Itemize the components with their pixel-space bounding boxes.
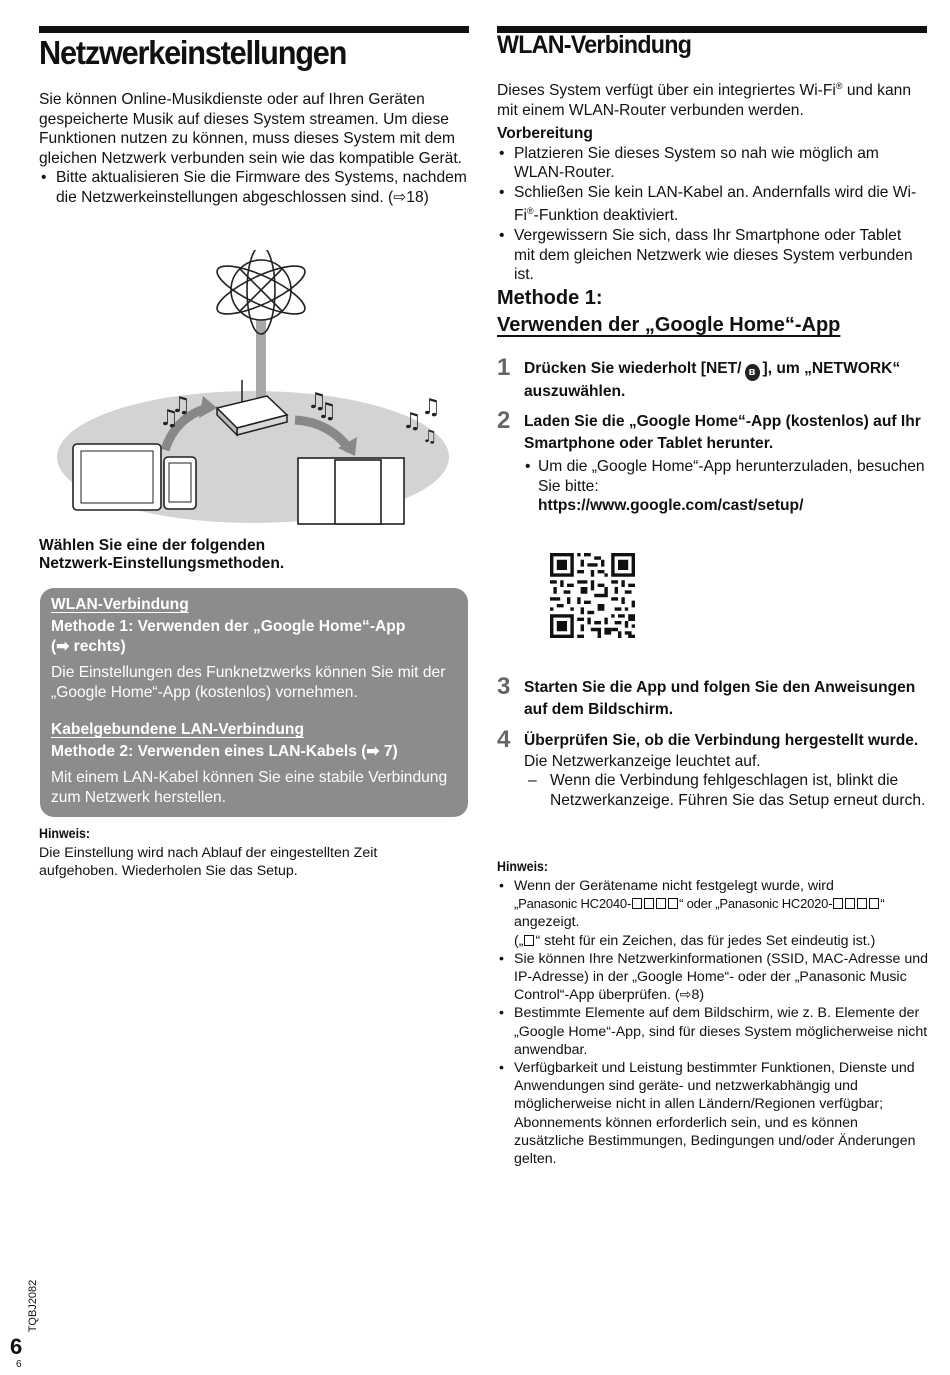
- prep-item-1: • Platzieren Sie dieses System so nah wie möglich am WLAN-Router.: [497, 144, 922, 183]
- svg-text:♫: ♫: [171, 393, 191, 418]
- hint-item-1: • Wenn der Gerätename nicht festgelegt wurde, wird „Panasonic HC2040- “ oder „Panasonic HC2020- “ angezeigt. („ “ steht für ein Zeichen, das für jedes Set eindeutig ist.): [497, 877, 929, 950]
- doc-code: TQBJ2082: [27, 1279, 39, 1333]
- left-hint-label: Hinweis:: [39, 826, 91, 841]
- box-wlan-heading: WLAN-Verbindung: [51, 596, 189, 613]
- svg-text:♫: ♫: [422, 427, 438, 447]
- page-title: Netzwerkeinstellungen: [39, 34, 347, 71]
- section-title: WLAN-Verbindung: [497, 31, 692, 59]
- svg-text:♫: ♫: [402, 409, 422, 434]
- box-method1-desc: Die Einstellungen des Funknetzwerks können Sie mit der „Google Home“-App (kostenlos) vornehmen.: [51, 664, 446, 701]
- preparation-label: Vorbereitung: [497, 125, 593, 142]
- svg-text:♫: ♫: [159, 406, 179, 431]
- step-4: 4 Überprüfen Sie, ob die Verbindung hergestellt wurde. Die Netzwerkanzeige leuchtet auf. – Wenn die Verbindung fehlgeschlagen ist, blinkt die Netzwerkanzeige. Führen Sie das Setup erneut durch.: [497, 730, 927, 810]
- right-intro: Dieses System verfügt über ein integriertes Wi-Fi® und kann mit einem WLAN-Router verbunden werden.: [497, 81, 911, 119]
- page-number-small: 6: [16, 1359, 22, 1370]
- method-summary-box: [40, 588, 468, 817]
- prep-item-2: • Schließen Sie kein LAN-Kabel an. Andernfalls wird die Wi-Fi®-Funktion deaktiviert.: [497, 183, 922, 226]
- firmware-ref[interactable]: 18: [406, 188, 424, 206]
- arrow-ref-icon: ⇨: [679, 987, 692, 1004]
- step-1: 1 Drücken Sie wiederholt [NET/ ʙ ], um „NETWORK“ auszuwählen.: [497, 354, 901, 400]
- box-method1-ref[interactable]: rechts: [73, 637, 121, 655]
- left-hint-text: Die Einstellung wird nach Ablauf der eingestellten Zeit aufgehoben. Wiederholen Sie das Setup.: [39, 845, 378, 880]
- box-method2-ref[interactable]: 7: [383, 743, 393, 760]
- internet-pole: [256, 312, 266, 410]
- preparation-section: [497, 124, 922, 285]
- right-arrow-bold-icon: ➡: [56, 637, 70, 655]
- hint-2-ref[interactable]: 8: [691, 987, 700, 1004]
- right-hints: [497, 877, 929, 1168]
- right-arrow-bold-icon: ➡: [366, 743, 380, 760]
- step-2-sub: • Um die „Google Home“-App herunterzuladen, besuchen Sie bitte: https://www.google.com/cast/setup/: [523, 457, 927, 516]
- left-title-rule: [39, 26, 469, 33]
- speaker-system-icon: [298, 458, 404, 524]
- box-method2-desc: Mit einem LAN-Kabel können Sie eine stabile Verbindung zum Netzwerk herstellen.: [51, 769, 448, 806]
- hint-item-4: • Verfügbarkeit und Leistung bestimmter Funktionen, Dienste und Anwendungen sind geräte- und netzwerkabhängig und möglicherweise nicht in allen Ländern/Regionen verfügbar; Abonnements können erforderlich sein, und es können zusätzliche Bestimmungen, Bedingungen und/oder Änderungen gelten.: [497, 1059, 929, 1168]
- step-number: 4: [497, 726, 511, 753]
- firmware-bullet: • Bitte aktualisieren Sie die Firmware des Systems, nachdem die Netzwerkeinstellungen abgeschlossen sind. (⇨18): [39, 168, 469, 207]
- firmware-bullet-text: Bitte aktualisieren Sie die Firmware des Systems, nachdem die Netzwerkeinstellungen abgeschlossen sind.: [56, 169, 467, 206]
- svg-text:♫: ♫: [421, 395, 441, 420]
- hint-item-3: • Bestimmte Elemente auf dem Bildschirm, wie z. B. Elemente der „Google Home“-App, sind für dieses System möglicherweise nicht anwendbar.: [497, 1004, 929, 1059]
- page-number: 6: [10, 1334, 23, 1359]
- prep-item-3: • Vergewissern Sie sich, dass Ihr Smartphone oder Tablet mit dem gleichen Netzwerk wie dieses System verbunden ist.: [497, 226, 922, 285]
- left-intro: [39, 90, 469, 208]
- arrow-ref-icon: ⇨: [393, 188, 407, 206]
- smartphone-icon: [164, 457, 196, 509]
- step-4-result: Die Netzwerkanzeige leuchtet auf.: [524, 752, 761, 770]
- qr-code[interactable]: [550, 553, 635, 638]
- box-method2: Methode 2: Verwenden eines LAN-Kabels (➡ 7): [51, 743, 398, 760]
- step-2: 2 Laden Sie die „Google Home“-App (kostenlos) auf Ihr Smartphone oder Tablet herunter. • Um die „Google Home“-App herunterzuladen, besuchen Sie bitte: https://www.google.com/cast/setup/: [497, 411, 927, 516]
- box-method1: Methode 1: Verwenden der „Google Home“-App (➡ rechts): [51, 618, 406, 655]
- google-setup-url[interactable]: https://www.google.com/cast/setup/: [538, 497, 804, 515]
- bluetooth-icon: ʙ: [745, 364, 760, 381]
- step-number: 2: [497, 407, 511, 434]
- svg-text:♫: ♫: [317, 399, 337, 424]
- network-illustration: [55, 250, 455, 530]
- right-hint-label: Hinweis:: [497, 859, 549, 874]
- step-number: 1: [497, 354, 511, 381]
- svg-text:♫: ♫: [307, 389, 327, 414]
- method1-heading: Methode 1: Verwenden der „Google Home“-App: [497, 287, 841, 336]
- choose-method-text: Wählen Sie eine der folgenden Netzwerk-Einstellungsmethoden.: [39, 537, 285, 572]
- tablet-icon: [73, 444, 161, 510]
- step-3: 3 Starten Sie die App und folgen Sie den Anweisungen auf dem Bildschirm.: [497, 673, 916, 718]
- intro-text: Sie können Online-Musikdienste oder auf Ihren Geräten gespeicherte Musik auf dieses System streamen. Um diese Funktionen nutzen zu können, muss dieses System mit dem gleichen Netzwerk verbunden sein wie das kompatible Gerät.: [39, 91, 462, 167]
- box-lan-heading: Kabelgebundene LAN-Verbindung: [51, 721, 304, 738]
- hint-item-2: • Sie können Ihre Netzwerkinformationen (SSID, MAC-Adresse und IP-Adresse) in der „Google Home“- oder der „Panasonic Music Control“-App überprüfen. (⇨8): [497, 950, 929, 1005]
- step-4-fail-note: – Wenn die Verbindung fehlgeschlagen ist, blinkt die Netzwerkanzeige. Führen Sie das Setup erneut durch.: [524, 771, 927, 810]
- step-number: 3: [497, 673, 511, 700]
